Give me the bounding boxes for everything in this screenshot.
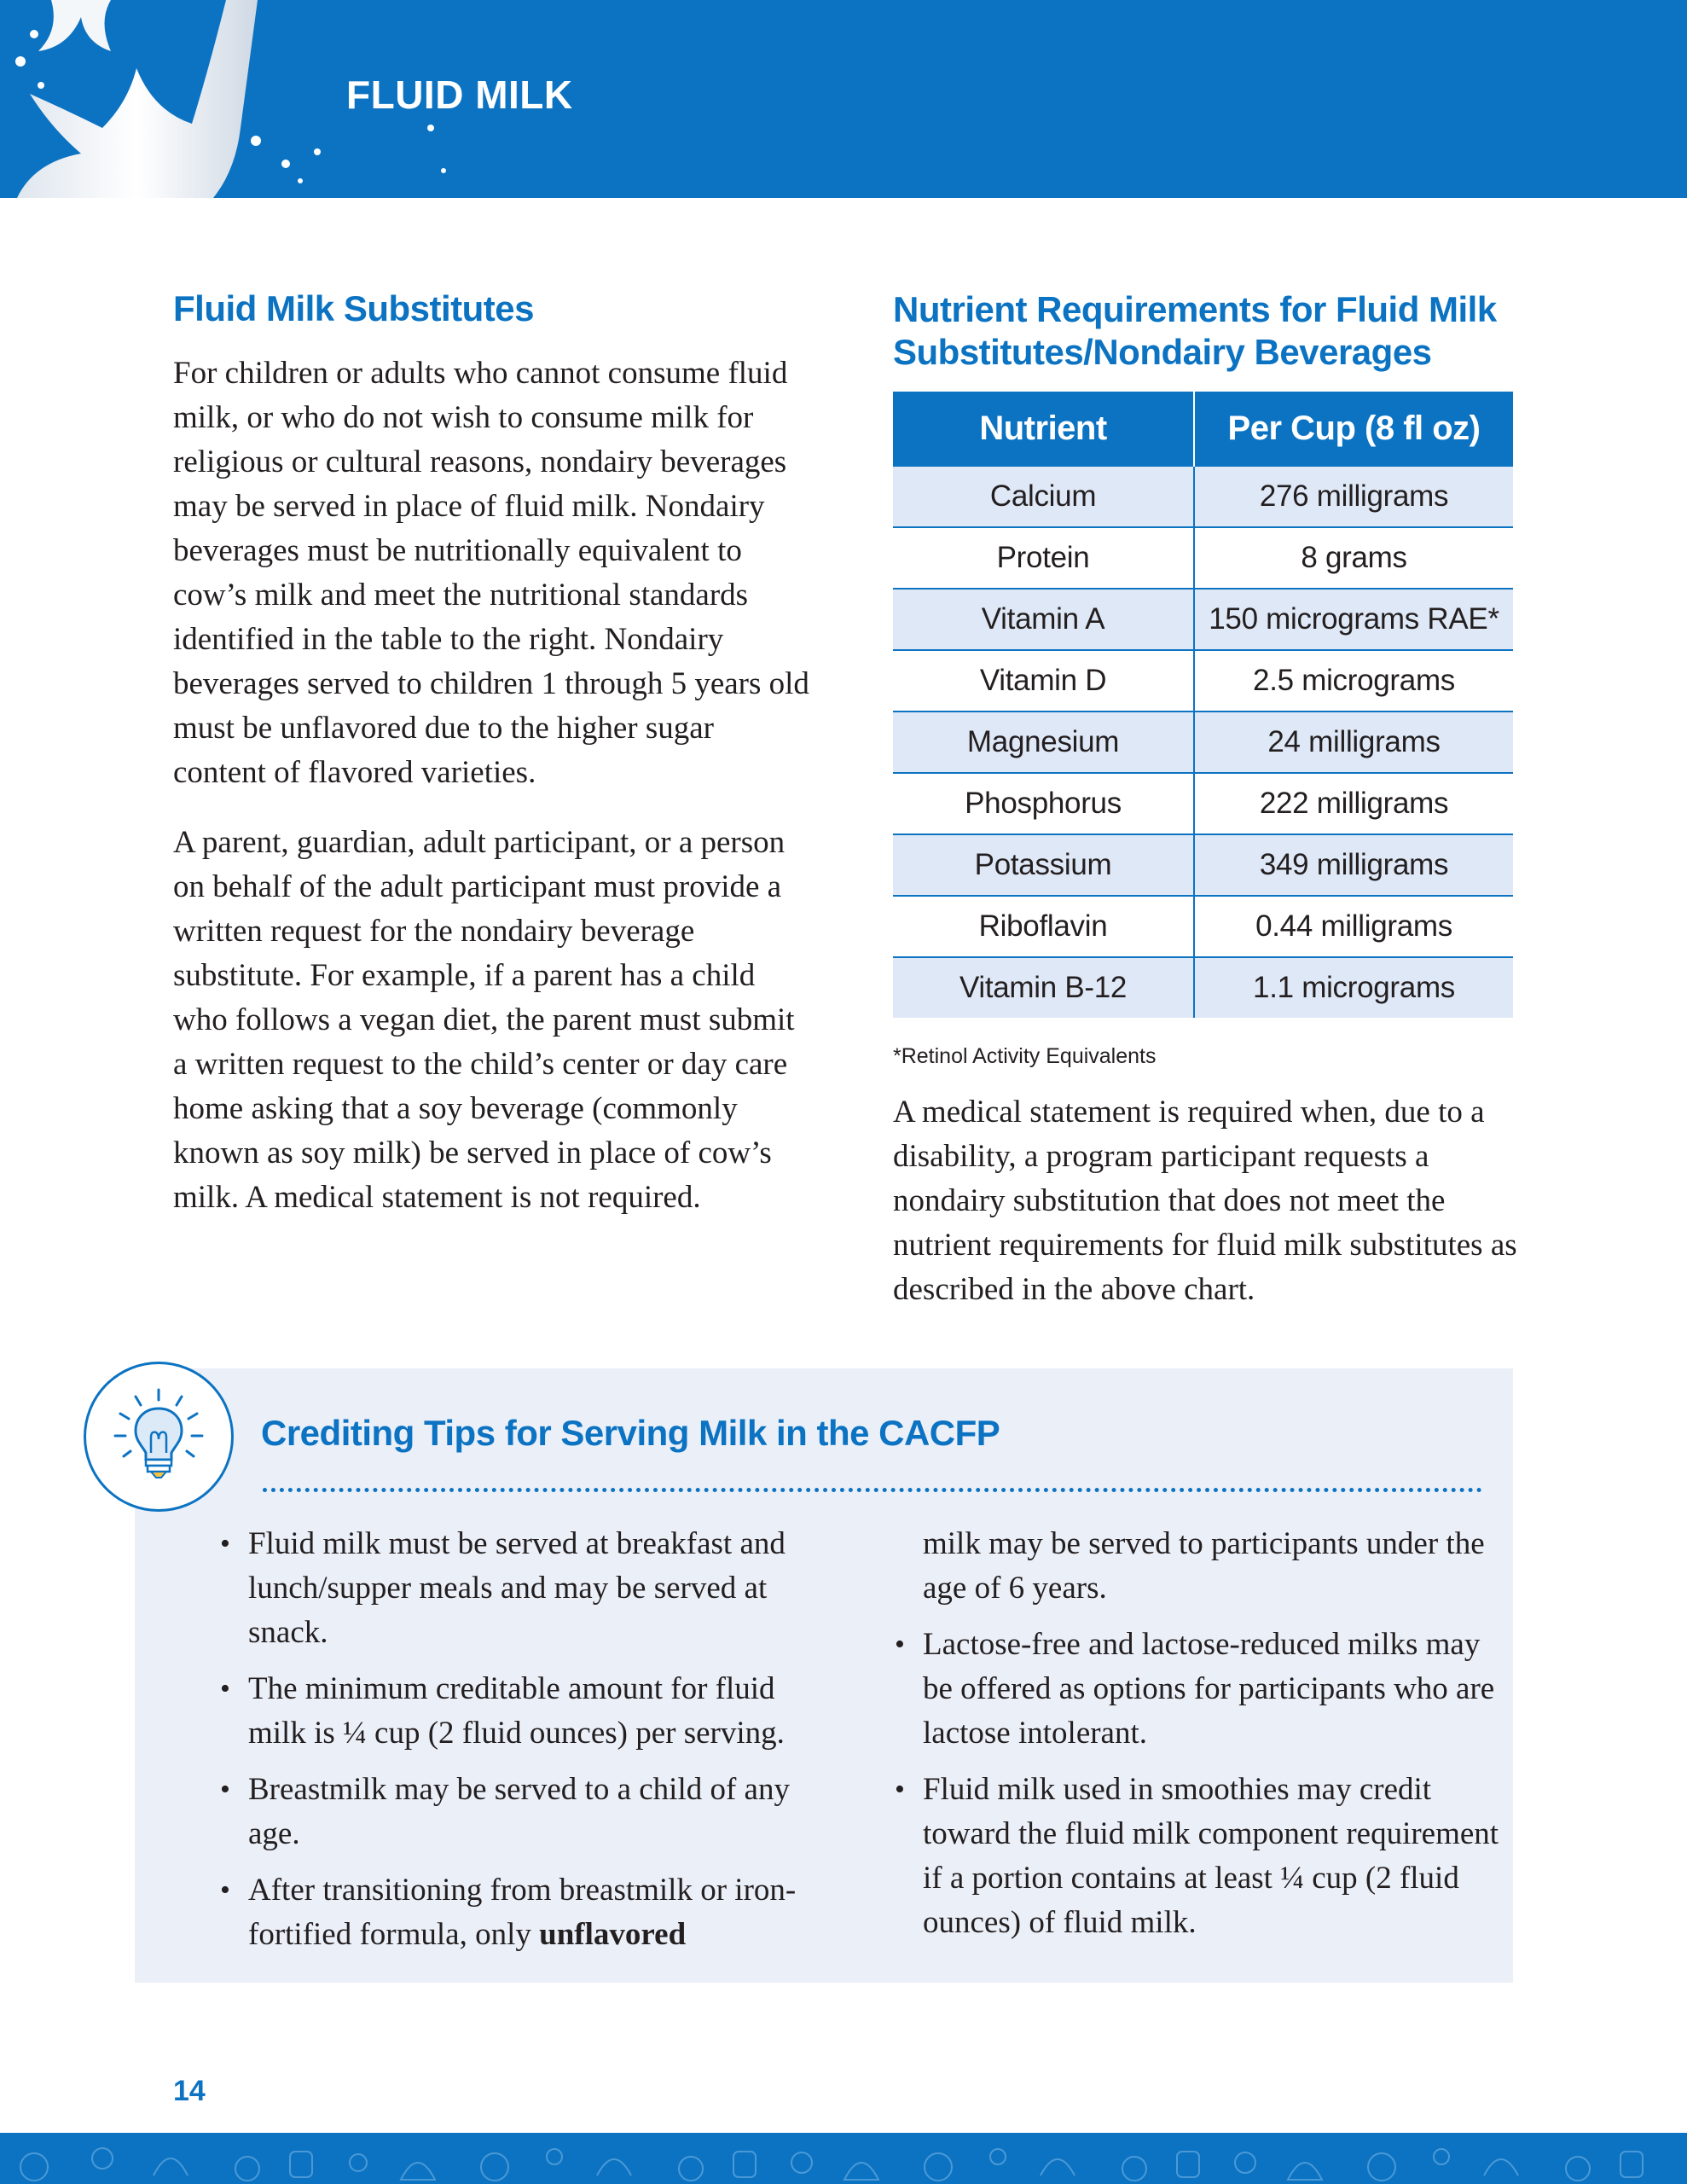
nutrient-cell: Vitamin A <box>893 589 1194 650</box>
nutrient-cell: Magnesium <box>893 712 1194 773</box>
tip4-bold-word: unflavored <box>539 1917 687 1952</box>
table-row <box>893 527 1513 589</box>
list-item: • Lactose-free and lactose-reduced milks may be offered as options for participants who are lactose intolerant. <box>893 1623 1507 1756</box>
amount-cell: 349 milligrams <box>1194 834 1513 896</box>
nutrient-cell: Vitamin D <box>893 650 1194 712</box>
medical-statement-paragraph: A medical statement is required when, due to a disability, a program participant requests a nondairy substitution that does not meet the nutrient requirements for fluid milk substitutes as described in the above chart. <box>893 1095 1517 1307</box>
nutrient-cell: Riboflavin <box>893 896 1194 957</box>
lightbulb-badge <box>84 1362 234 1512</box>
table-header-row <box>893 392 1513 466</box>
amount-cell: 222 milligrams <box>1194 773 1513 834</box>
lightbulb-icon <box>86 1364 231 1509</box>
substitutes-paragraph-1: For children or adults who cannot consume fluid milk, or who do not wish to consume milk for religious or cultural reasons, nondairy beverages may be served in place of fluid milk. Nondairy beverages must be nutritionally equivalent to cow’s milk and meet the nutritional standards identified in the table to the right. Nondairy beverages served to children 1 through 5 years old must be unflavored due to the higher sugar content of flavored varieties. <box>173 356 809 790</box>
dotted-divider <box>263 1488 1482 1492</box>
amount-cell: 0.44 milligrams <box>1194 896 1513 957</box>
table-row <box>893 896 1513 957</box>
substitutes-paragraph-2: A parent, guardian, adult participant, or a person on behalf of the adult participant must provide a written request for the nondairy beverage substitute. For example, if a parent has a child who follows a vegan diet, the parent must submit a written request to the child’s center or day care home asking that a soy beverage (commonly known as soy milk) be served in place of cow’s milk. A medical statement is not required. <box>173 825 795 1215</box>
amount-cell: 1.1 micrograms <box>1194 957 1513 1018</box>
table-row <box>893 712 1513 773</box>
left-column <box>173 351 813 1220</box>
amount-cell: 2.5 micrograms <box>1194 650 1513 712</box>
table-row <box>893 773 1513 834</box>
tips-list-left <box>218 1522 832 1969</box>
nutrient-heading-line1: Nutrient Requirements for Fluid Milk <box>893 289 1497 329</box>
nutrient-cell: Phosphorus <box>893 773 1194 834</box>
table-row <box>893 466 1513 527</box>
column-header-per-cup: Per Cup (8 fl oz) <box>1194 392 1513 466</box>
header-band <box>0 0 1687 198</box>
table-row <box>893 650 1513 712</box>
list-item-continued: milk may be served to participants under the age of 6 years. <box>923 1526 1485 1606</box>
amount-cell: 276 milligrams <box>1194 466 1513 527</box>
list-item <box>218 1868 832 1957</box>
crediting-tips-heading: Crediting Tips for Serving Milk in the CACFP <box>261 1413 1000 1453</box>
list-item: • The minimum creditable amount for fluid milk is ¼ cup (2 fluid ounces) per serving. <box>218 1667 832 1756</box>
amount-cell: 24 milligrams <box>1194 712 1513 773</box>
amount-cell: 150 micrograms RAE* <box>1194 589 1513 650</box>
table-row <box>893 957 1513 1018</box>
nutrient-heading-line2: Substitutes/Nondairy Beverages <box>893 332 1432 372</box>
rae-footnote: *Retinol Activity Equivalents <box>893 1044 1157 1068</box>
nutrient-cell: Potassium <box>893 834 1194 896</box>
table-row <box>893 589 1513 650</box>
page-section-title: FLUID MILK <box>346 73 573 117</box>
nutrient-table <box>893 392 1513 1018</box>
fluid-milk-substitutes-heading: Fluid Milk Substitutes <box>173 288 535 328</box>
column-header-nutrient: Nutrient <box>893 392 1194 466</box>
nutrient-requirements-heading <box>893 288 1592 374</box>
list-item: • Breastmilk may be served to a child of any age. <box>218 1768 832 1856</box>
tips-list-right <box>893 1522 1507 1957</box>
nutrient-cell: Vitamin B-12 <box>893 957 1194 1018</box>
list-item: • Fluid milk must be served at breakfast and lunch/supper meals and may be served at snack. <box>218 1522 832 1655</box>
amount-cell: 8 grams <box>1194 527 1513 589</box>
list-item: • Fluid milk used in smoothies may credit toward the fluid milk component requirement if a portion contains at least ¼ cup (2 fluid ounces) of fluid milk. <box>893 1768 1507 1945</box>
footer-band <box>0 2133 1687 2184</box>
page-number: 14 <box>173 2075 206 2107</box>
table-row <box>893 834 1513 896</box>
nutrient-table-container <box>893 392 1513 1018</box>
nutrient-cell: Protein <box>893 527 1194 589</box>
food-pattern-graphic <box>0 2133 1687 2184</box>
nutrient-cell: Calcium <box>893 466 1194 527</box>
tip4-prefix: After transitioning from breastmilk or iron-fortified formula, only <box>248 1873 797 1952</box>
